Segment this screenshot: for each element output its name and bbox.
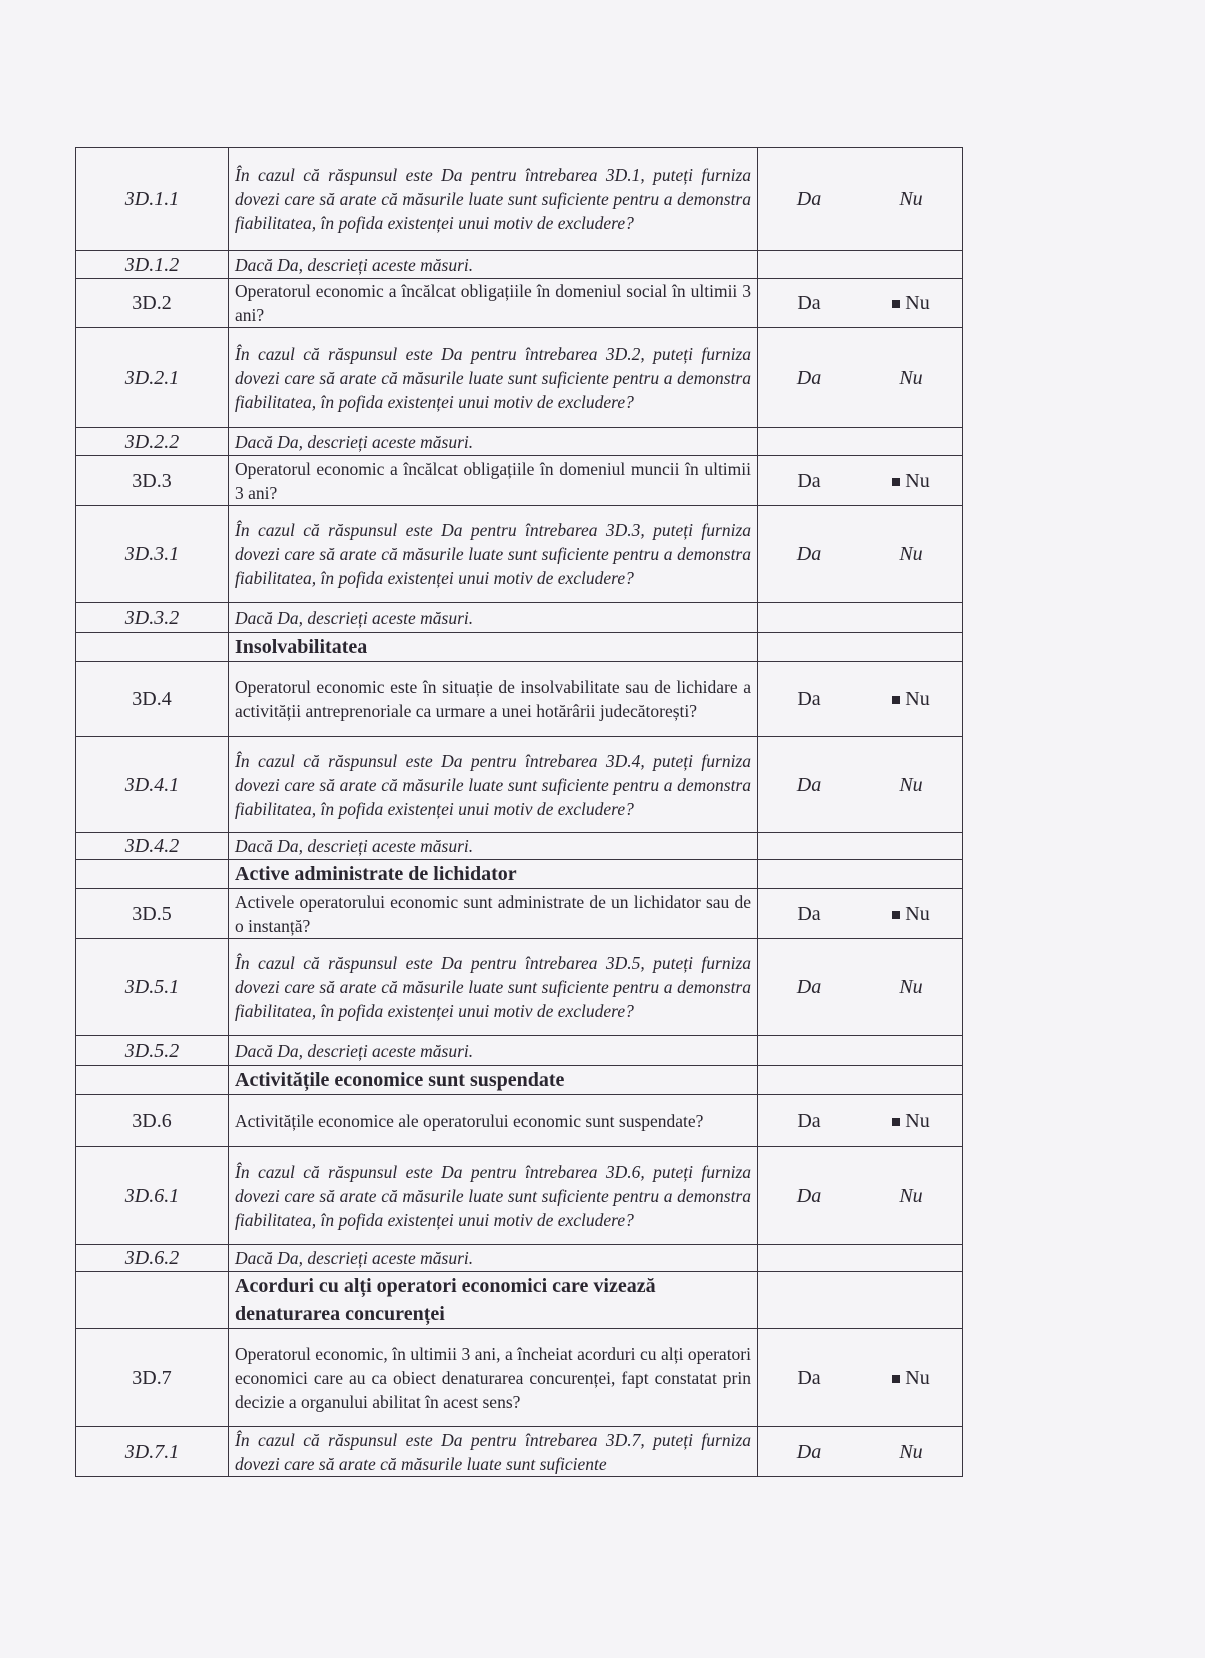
question-code: 3D.6.2 — [76, 1245, 229, 1272]
question-text: Operatorul economic, în ultimii 3 ani, a încheiat acorduri cu alți operatori economici care au ca obiect denaturarea concurenței, fapt constatat prin decizie a organului abilitat în acest sens? — [229, 1329, 758, 1427]
answer-no — [860, 428, 963, 456]
question-code: 3D.5 — [76, 889, 229, 939]
answer-no — [860, 251, 963, 279]
question-text: În cazul că răspunsul este Da pentru întrebarea 3D.1, puteți furniza dovezi care să arate că măsurile luate sunt suficiente pentru a demonstra fiabilitatea, în pofida existenței unui motiv de excludere? — [229, 148, 758, 251]
answer-no[interactable] — [860, 1427, 963, 1477]
question-code: 3D.6 — [76, 1095, 229, 1147]
question-code: 3D.3.1 — [76, 506, 229, 603]
no-label: Nu — [899, 1184, 923, 1207]
table-row — [76, 737, 963, 833]
answer-yes[interactable] — [758, 328, 861, 428]
yes-label: Da — [797, 688, 821, 710]
no-label: Nu — [899, 543, 923, 565]
table-row — [76, 889, 963, 939]
exclusion-criteria-table — [75, 147, 963, 1477]
yes-label: Da — [796, 366, 822, 389]
yes-label: Da — [796, 976, 822, 998]
selected-mark-icon — [892, 911, 900, 919]
answer-no[interactable] — [860, 662, 963, 737]
question-text: În cazul că răspunsul este Da pentru întrebarea 3D.3, puteți furniza dovezi care să arate că măsurile luate sunt suficiente pentru a demonstra fiabilitatea, în pofida existenței unui motiv de excludere? — [229, 506, 758, 603]
question-text: Dacă Da, descrieți aceste măsuri. — [229, 833, 758, 860]
no-label: Nu — [905, 902, 930, 925]
answer-no — [860, 1036, 963, 1066]
table-row — [76, 939, 963, 1036]
answer-yes — [758, 1245, 861, 1272]
no-label: Nu — [899, 366, 923, 389]
question-code: 3D.3 — [76, 456, 229, 506]
answer-yes — [758, 833, 861, 860]
question-code: 3D.5.2 — [76, 1036, 229, 1066]
table-row — [76, 1329, 963, 1427]
table-row — [76, 456, 963, 506]
no-label: Nu — [899, 773, 923, 796]
answer-no — [860, 833, 963, 860]
answer-yes — [758, 1036, 861, 1066]
section-heading-row — [76, 633, 963, 662]
table-row — [76, 1147, 963, 1245]
question-code: 3D.2 — [76, 279, 229, 328]
answer-no[interactable] — [860, 1095, 963, 1147]
question-code: 3D.6.1 — [76, 1147, 229, 1245]
question-code: 3D.4.2 — [76, 833, 229, 860]
answer-yes[interactable] — [758, 506, 861, 603]
answer-yes — [758, 428, 861, 456]
section-heading: Acorduri cu alți operatori economici care vizează denaturarea concurenței — [229, 1272, 758, 1329]
question-text: Activele operatorului economic sunt administrate de un lichidator sau de o instanță? — [229, 889, 758, 939]
question-code: 3D.2.2 — [76, 428, 229, 456]
answer-yes[interactable] — [758, 279, 861, 328]
question-text: În cazul că răspunsul este Da pentru întrebarea 3D.6, puteți furniza dovezi care să arate că măsurile luate sunt suficiente pentru a demonstra fiabilitatea, în pofida existenței unui motiv de excludere? — [229, 1147, 758, 1245]
answer-yes[interactable] — [758, 737, 861, 833]
yes-label: Da — [797, 1366, 821, 1389]
table-row — [76, 328, 963, 428]
question-text: În cazul că răspunsul este Da pentru întrebarea 3D.4, puteți furniza dovezi care să arate că măsurile luate sunt suficiente pentru a demonstra fiabilitatea, în pofida existenței unui motiv de excludere? — [229, 737, 758, 833]
answer-yes — [758, 603, 861, 633]
answer-yes[interactable] — [758, 889, 861, 939]
no-label: Nu — [899, 188, 923, 210]
question-code: 3D.5.1 — [76, 939, 229, 1036]
question-text: În cazul că răspunsul este Da pentru întrebarea 3D.2, puteți furniza dovezi care să arate că măsurile luate sunt suficiente pentru a demonstra fiabilitatea, în pofida existenței unui motiv de excludere? — [229, 328, 758, 428]
answer-no[interactable] — [860, 737, 963, 833]
question-text: Dacă Da, descrieți aceste măsuri. — [229, 428, 758, 456]
question-text: Dacă Da, descrieți aceste măsuri. — [229, 251, 758, 279]
answer-yes — [758, 633, 861, 662]
answer-yes[interactable] — [758, 662, 861, 737]
no-label: Nu — [905, 1366, 930, 1389]
no-label: Nu — [899, 1440, 923, 1463]
answer-no — [860, 1272, 963, 1329]
no-label: Nu — [905, 469, 930, 492]
answer-yes[interactable] — [758, 456, 861, 506]
table-row — [76, 1095, 963, 1147]
table-row — [76, 428, 963, 456]
answer-yes[interactable] — [758, 1147, 861, 1245]
answer-no — [860, 1245, 963, 1272]
section-heading: Activitățile economice sunt suspendate — [229, 1066, 758, 1095]
yes-label: Da — [796, 188, 822, 210]
question-text: Operatorul economic este în situație de insolvabilitate sau de lichidare a activității antreprenoriale ca urmare a unei hotărârii judecătorești? — [229, 662, 758, 737]
question-text: Operatorul economic a încălcat obligațiile în domeniul muncii în ultimii 3 ani? — [229, 456, 758, 506]
table-row — [76, 279, 963, 328]
answer-yes — [758, 860, 861, 889]
answer-no[interactable] — [860, 506, 963, 603]
selected-mark-icon — [892, 1375, 900, 1383]
answer-yes[interactable] — [758, 1329, 861, 1427]
section-heading-row — [76, 1272, 963, 1329]
question-code — [76, 1066, 229, 1095]
table-row — [76, 1427, 963, 1477]
question-text: Operatorul economic a încălcat obligațiile în domeniul social în ultimii 3 ani? — [229, 279, 758, 328]
question-text: Dacă Da, descrieți aceste măsuri. — [229, 1245, 758, 1272]
section-heading: Active administrate de lichidator — [229, 860, 758, 889]
table-row — [76, 662, 963, 737]
question-code — [76, 1272, 229, 1329]
table-row — [76, 1036, 963, 1066]
table-row — [76, 251, 963, 279]
no-label: Nu — [899, 976, 923, 998]
answer-no[interactable] — [860, 279, 963, 328]
answer-no[interactable] — [860, 889, 963, 939]
answer-no[interactable] — [860, 1329, 963, 1427]
section-heading-row — [76, 1066, 963, 1095]
no-label: Nu — [905, 1109, 930, 1132]
selected-mark-icon — [892, 1118, 900, 1126]
answer-yes — [758, 1066, 861, 1095]
yes-label: Da — [797, 1109, 821, 1132]
answer-no — [860, 633, 963, 662]
answer-no[interactable] — [860, 939, 963, 1036]
question-text: Activitățile economice ale operatorului economic sunt suspendate? — [229, 1095, 758, 1147]
question-text: Dacă Da, descrieți aceste măsuri. — [229, 1036, 758, 1066]
yes-label: Da — [796, 543, 822, 565]
section-heading-row — [76, 860, 963, 889]
yes-label: Da — [796, 1184, 822, 1207]
question-code: 3D.1.2 — [76, 251, 229, 279]
selected-mark-icon — [892, 696, 900, 704]
question-code: 3D.2.1 — [76, 328, 229, 428]
answer-yes[interactable] — [758, 1095, 861, 1147]
no-label: Nu — [905, 292, 930, 314]
answer-no — [860, 603, 963, 633]
question-code — [76, 860, 229, 889]
question-text: În cazul că răspunsul este Da pentru întrebarea 3D.5, puteți furniza dovezi care să arate că măsurile luate sunt suficiente pentru a demonstra fiabilitatea, în pofida existenței unui motiv de excludere? — [229, 939, 758, 1036]
question-text: Dacă Da, descrieți aceste măsuri. — [229, 603, 758, 633]
section-heading: Insolvabilitatea — [229, 633, 758, 662]
question-code: 3D.1.1 — [76, 148, 229, 251]
answer-no — [860, 860, 963, 889]
yes-label: Da — [797, 292, 821, 314]
question-code — [76, 633, 229, 662]
selected-mark-icon — [892, 300, 900, 308]
question-code: 3D.4.1 — [76, 737, 229, 833]
answer-yes — [758, 251, 861, 279]
answer-yes[interactable] — [758, 1427, 861, 1477]
answer-no[interactable] — [860, 1147, 963, 1245]
yes-label: Da — [796, 773, 822, 796]
table-row — [76, 148, 963, 251]
table-row — [76, 506, 963, 603]
question-code: 3D.3.2 — [76, 603, 229, 633]
table-row — [76, 603, 963, 633]
no-label: Nu — [905, 688, 930, 710]
question-code: 3D.7.1 — [76, 1427, 229, 1477]
answer-no — [860, 1066, 963, 1095]
table-row — [76, 1245, 963, 1272]
question-code: 3D.7 — [76, 1329, 229, 1427]
answer-no[interactable] — [860, 456, 963, 506]
answer-yes[interactable] — [758, 148, 861, 251]
answer-yes — [758, 1272, 861, 1329]
yes-label: Da — [797, 902, 821, 925]
answer-no[interactable] — [860, 328, 963, 428]
yes-label: Da — [796, 1440, 822, 1463]
question-code: 3D.4 — [76, 662, 229, 737]
yes-label: Da — [797, 469, 821, 492]
selected-mark-icon — [892, 478, 900, 486]
question-text: În cazul că răspunsul este Da pentru întrebarea 3D.7, puteți furniza dovezi care să arate că măsurile luate sunt suficiente — [229, 1427, 758, 1477]
answer-no[interactable] — [860, 148, 963, 251]
table-row — [76, 833, 963, 860]
answer-yes[interactable] — [758, 939, 861, 1036]
